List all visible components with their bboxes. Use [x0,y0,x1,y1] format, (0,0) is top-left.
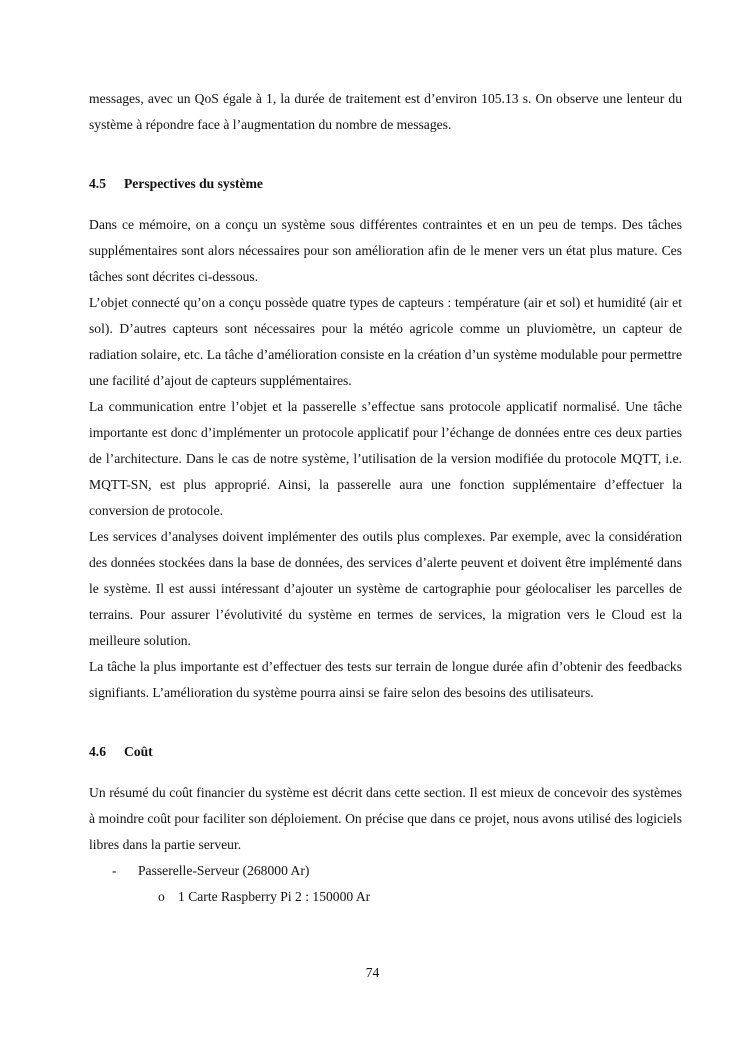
section-title: Coût [124,744,153,759]
list-marker: o [158,889,165,904]
paragraph: Les services d’analyses doivent implémenter des outils plus complexes. Par exemple, avec la considération des données stockées dans la base de données, des services d’alerte peuvent et doivent être implémenté dans le système. Il est aussi intéressant d’ajouter un système de cartographie pour géolocaliser les parcelles de terrains. Pour assurer l’évolutivité du système en termes de services, la migration vers le Cloud est la meilleure solution. [89,529,682,648]
cost-list [89,858,682,910]
list-item [89,884,682,910]
document-page [89,86,682,910]
section-title: Perspectives du système [124,176,263,191]
paragraph-continuation: messages, avec un QoS égale à 1, la durée de traitement est d’environ 105.13 s. On observe une lenteur du système à répondre face à l’augmentation du nombre de messages. [89,91,682,132]
paragraph: La tâche la plus importante est d’effectuer des tests sur terrain de longue durée afin d’obtenir des feedbacks signifiants. L’amélioration du système pourra ainsi se faire selon des besoins des utilisateurs. [89,659,682,700]
cost-sublist [89,884,682,910]
list-item-text: 1 Carte Raspberry Pi 2 : 150000 Ar [178,889,371,904]
section-number: 4.6 [89,744,106,759]
section-number: 4.5 [89,176,106,191]
paragraph: Un résumé du coût financier du système est décrit dans cette section. Il est mieux de concevoir des systèmes à moindre coût pour faciliter son déploiement. On précise que dans ce projet, nous avons utilisé des logiciels libres dans la partie serveur. [89,785,682,852]
list-item [89,858,682,910]
page-number: 74 [365,965,380,980]
paragraph: La communication entre l’objet et la passerelle s’effectue sans protocole applicatif normalisé. Une tâche importante est donc d’implémenter un protocole applicatif pour l’échange de données entre ces deux parties de l’architecture. Dans le cas de notre système, l’utilisation de la version modifiée du protocole MQTT, i.e. MQTT-SN, est plus approprié. Ainsi, la passerelle aura une fonction supplémentaire d’effectuer la conversion de protocole. [89,399,682,518]
paragraph: Dans ce mémoire, on a conçu un système sous différentes contraintes et en un peu de temps. Des tâches supplémentaires sont alors nécessaires pour son amélioration afin de le mener vers un état plus mature. Ces tâches sont décrites ci-dessous. [89,217,682,284]
list-marker: - [112,863,117,878]
section-heading-4-6 [89,739,682,765]
section-heading-4-5 [89,171,682,197]
paragraph: L’objet connecté qu’on a conçu possède quatre types de capteurs : température (air et sol) et humidité (air et sol). D’autres capteurs sont nécessaires pour la météo agricole comme un pluviomètre, un capteur de radiation solaire, etc. La tâche d’amélioration consiste en la création d’un système modulable pour permettre une facilité d’ajout de capteurs supplémentaires. [89,295,682,388]
list-item-text: Passerelle-Serveur (268000 Ar) [138,863,310,878]
